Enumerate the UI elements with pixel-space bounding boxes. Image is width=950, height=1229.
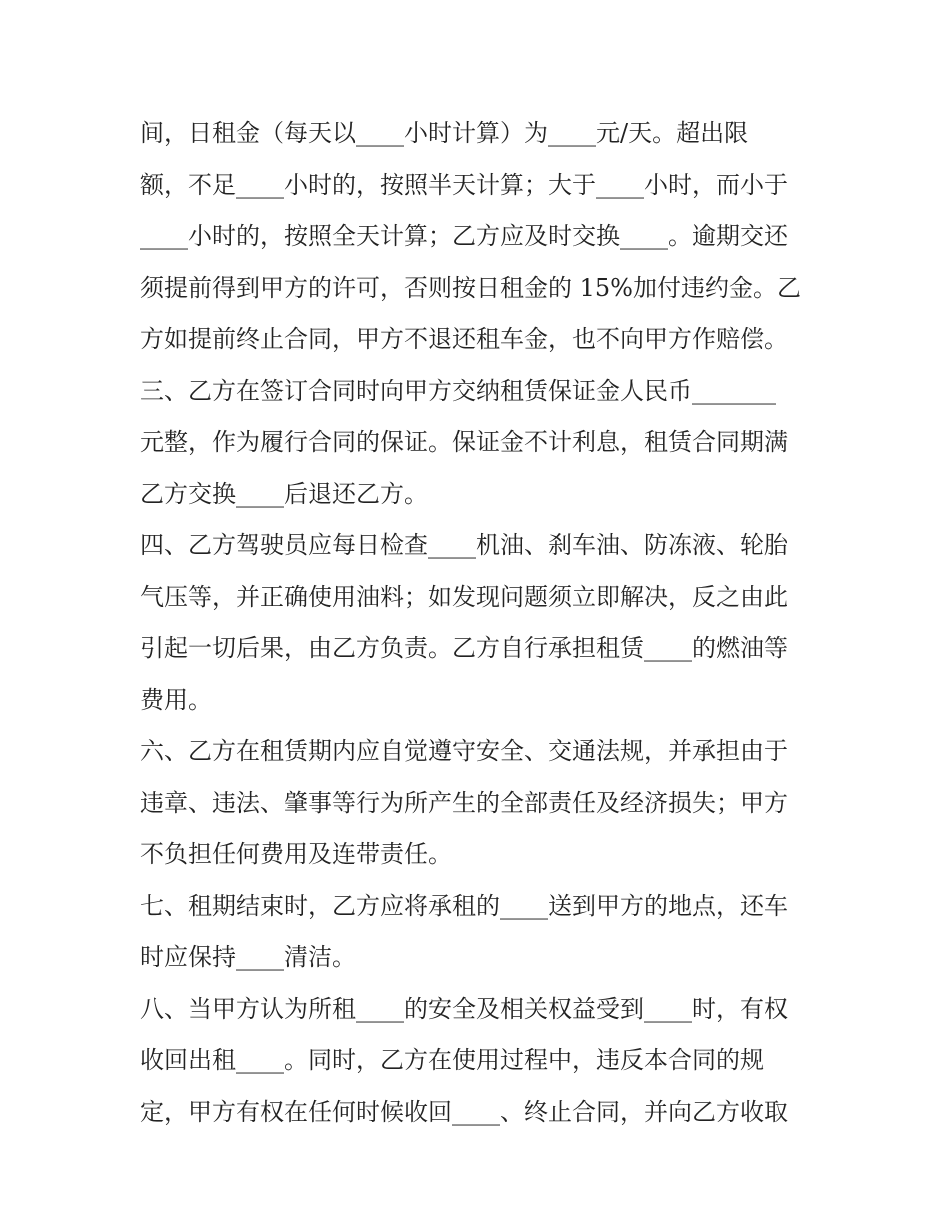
- text-line: 违章、违法、肇事等行为所产生的全部责任及经济损失；甲方: [140, 788, 788, 817]
- text-line: 收回出租____。同时，乙方在使用过程中，违反本合同的规: [140, 1046, 764, 1074]
- text-line: 须提前得到甲方的许可，否则按日租金的 15%加付违约金。乙: [140, 273, 801, 302]
- clause-7-line: 七、租期结束时，乙方应将承租的____送到甲方的地点，还车: [140, 891, 788, 920]
- text-line: 气压等，并正确使用油料；如发现问题须立即解决，反之由此: [140, 582, 788, 611]
- clause-8-line: 八、当甲方认为所租____的安全及相关权益受到____时，有权: [140, 994, 788, 1023]
- text-line: 时应保持____清洁。: [140, 943, 356, 971]
- text-line: 引起一切后果，由乙方负责。乙方自行承担租赁____的燃油等: [140, 634, 788, 662]
- text-line: 额，不足____小时的，按照半天计算；大于____小时，而小于: [140, 170, 788, 199]
- text-line: 元整，作为履行合同的保证。保证金不计利息，租赁合同期满: [140, 428, 788, 456]
- text-line: 不负担任何费用及连带责任。: [140, 840, 452, 868]
- text-line: 定，甲方有权在任何时候收回____、终止合同，并向乙方收取: [140, 1097, 788, 1126]
- text-line: 间，日租金（每天以____小时计算）为____元/天。超出限: [140, 119, 749, 147]
- text-line: 费用。: [140, 685, 212, 714]
- text-line: 方如提前终止合同，甲方不退还租车金，也不向甲方作赔偿。: [140, 325, 788, 353]
- clause-3-line: 三、乙方在签订合同时向甲方交纳租赁保证金人民币_______: [140, 376, 776, 405]
- clause-4-line: 四、乙方驾驶员应每日检查____机油、刹车油、防冻液、轮胎: [140, 531, 788, 559]
- document-body: [140, 108, 820, 1138]
- clause-6-line: 六、乙方在租赁期内应自觉遵守安全、交通法规，并承担由于: [140, 737, 788, 765]
- text-line: 乙方交换____后退还乙方。: [140, 479, 428, 508]
- text-line: ____小时的，按照全天计算；乙方应及时交换____。逾期交还: [140, 222, 788, 250]
